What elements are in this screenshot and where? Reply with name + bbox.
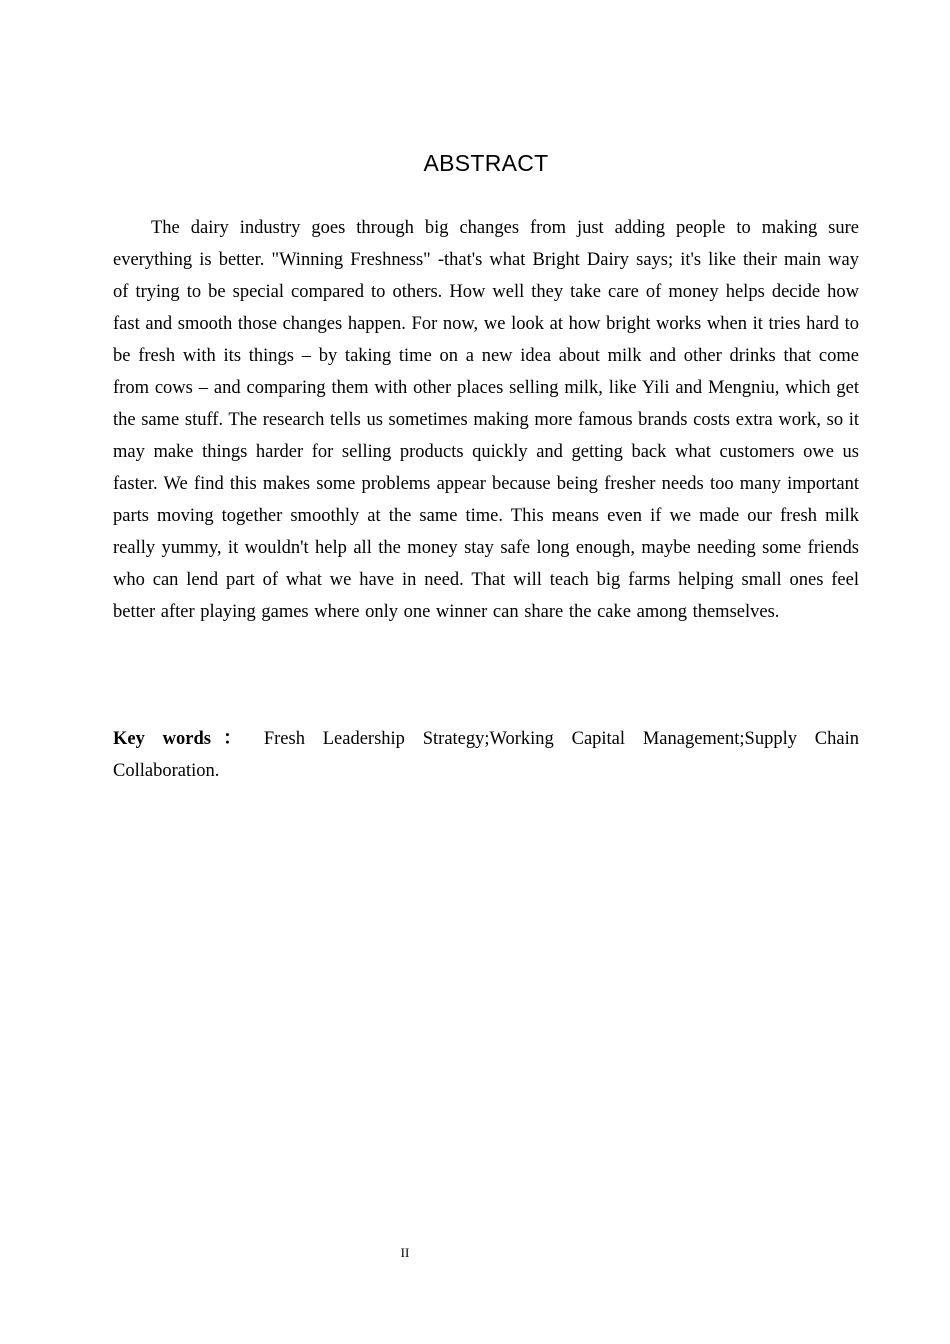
abstract-title: ABSTRACT xyxy=(423,150,549,176)
keywords-text: Fresh Leadership Strategy;Working Capital Management;Supply Chain Collaboration. xyxy=(113,729,859,781)
keywords-colon: ： xyxy=(210,729,254,749)
keywords-paragraph xyxy=(113,723,859,787)
page-number: II xyxy=(400,1245,410,1260)
abstract-body: The dairy industry goes through big changes from just adding people to making sure everything is better. "Winning Freshness" -that's what Bright Dairy says; it's like their main way of trying to be special compared to others. How well they take care of money helps decide how fast and smooth those changes happen. For now, we look at how bright works when it tries hard to be fresh with its things – by taking time on a new idea about milk and other drinks that come from cows – and comparing them with other places selling milk, like Yili and Mengniu, which get the same stuff. The research tells us sometimes making more famous brands costs extra work, so it may make things harder for selling products quickly and getting back what customers owe us faster. We find this makes some problems appear because being fresher needs too many important parts moving together smoothly at the same time. This means even if we made our fresh milk really yummy, it wouldn't help all the money stay safe long enough, maybe needing some friends who can lend part of what we have in need. That will teach big farms helping small ones feel better after playing games where only one winner can share the cake among themselves. xyxy=(113,218,859,622)
keywords-label: Key words xyxy=(113,729,211,749)
